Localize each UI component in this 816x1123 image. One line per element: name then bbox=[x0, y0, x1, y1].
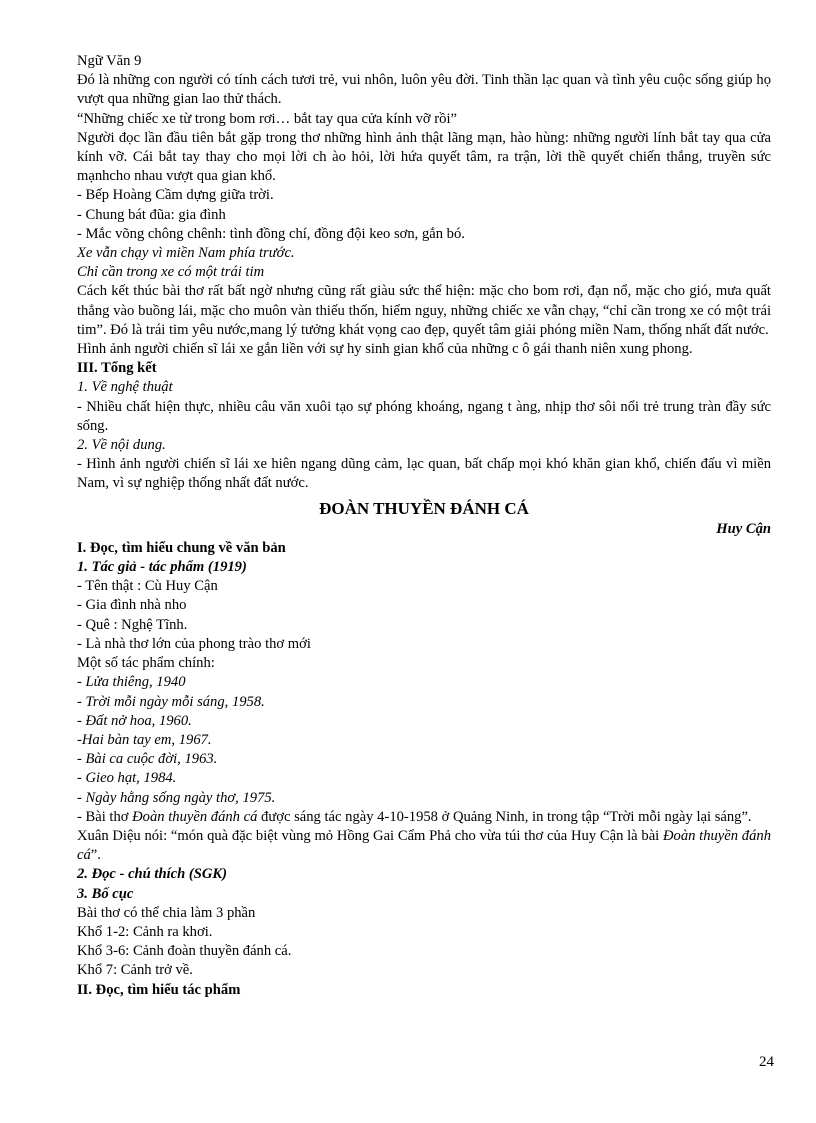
bullet-item: - Quê : Nghệ Tĩnh. bbox=[77, 616, 188, 633]
bullet-item: - Chung bát đũa: gia đình bbox=[77, 206, 226, 223]
page-header: Ngữ Văn 9 bbox=[77, 53, 142, 69]
subsection-heading: 2. Về nội dung. bbox=[77, 437, 166, 454]
paragraph: Người đọc lần đầu tiên bắt gặp trong thơ những hình ảnh thật lãng mạn, hào hùng: những người lính bắt tay qua cửa kính vỡ. Cái bắt tay thay cho mọi lời ch ào hỏi, lời hứa quyết tâm, ra trận, lời thề quyết chiến thắng, truyền sức mạnhcho nhau vượt qua gian khổ. bbox=[77, 129, 771, 185]
text-run: - Bài thơ bbox=[77, 808, 133, 825]
subsection-heading: 1. Tác giả - tác phẩm (1919) bbox=[77, 559, 247, 576]
text-run: Xuân Diệu nói: “món quà đặc biệt vùng mỏ Hồng Gai Cẩm Phả cho vừa túi thơ của Huy Cận là bài bbox=[77, 827, 663, 844]
poem-quote: “Những chiếc xe từ trong bom rơi… bắt tay qua cửa kính vỡ rồi” bbox=[77, 110, 457, 127]
subsection-heading: 2. Đọc - chú thích (SGK) bbox=[77, 866, 227, 883]
bullet-item: - Là nhà thơ lớn của phong trào thơ mới bbox=[77, 635, 311, 652]
bullet-item: - Tên thật : Cù Huy Cận bbox=[77, 578, 218, 595]
bullet-item: - Bếp Hoàng Cầm dựng giữa trời. bbox=[77, 187, 274, 204]
list-label: Một số tác phẩm chính: bbox=[77, 655, 215, 672]
work-item: - Lửa thiêng, 1940 bbox=[77, 674, 186, 691]
text-run: ”. bbox=[90, 847, 101, 864]
subsection-heading: 3. Bố cục bbox=[77, 885, 134, 902]
structure-item: Khổ 7: Cảnh trở về. bbox=[77, 962, 193, 979]
work-item: - Bài ca cuộc đời, 1963. bbox=[77, 751, 218, 768]
section-heading: I. Đọc, tìm hiểu chung về văn bản bbox=[77, 539, 286, 556]
paragraph: - Hình ảnh người chiến sĩ lái xe hiên ngang dũng cảm, lạc quan, bất chấp mọi khó khăn gian khổ, chiến đấu vì miền Nam, vì sự nghiệp thống nhất đất nước. bbox=[77, 456, 771, 492]
work-item: - Trời mỗi ngày mỗi sáng, 1958. bbox=[77, 693, 265, 710]
poem-name-ref: Đoàn thuyền đánh cá bbox=[77, 827, 771, 864]
text-run: được sáng tác ngày 4-10-1958 ở Quảng Ninh, in trong tập “Trời mỗi ngày lại sáng”. bbox=[257, 808, 752, 825]
work-item: -Hai bàn tay em, 1967. bbox=[77, 731, 212, 748]
section-heading: III. Tổng kết bbox=[77, 360, 157, 377]
paragraph: Bài thơ có thể chia làm 3 phần bbox=[77, 904, 256, 921]
bullet-item: - Gia đình nhà nho bbox=[77, 597, 187, 614]
paragraph bbox=[77, 808, 771, 827]
paragraph: - Nhiều chất hiện thực, nhiều câu văn xuôi tạo sự phóng khoáng, ngang t àng, nhịp thơ sôi nổi trẻ trung tràn đầy sức sống. bbox=[77, 398, 771, 434]
subsection-heading: 1. Về nghệ thuật bbox=[77, 379, 173, 396]
document-page bbox=[77, 52, 771, 1000]
section-heading: II. Đọc, tìm hiểu tác phẩm bbox=[77, 981, 241, 998]
paragraph: Hình ảnh người chiến sĩ lái xe gắn liền với sự hy sinh gian khổ của những c ô gái thanh niên xung phong. bbox=[77, 341, 693, 358]
structure-item: Khổ 3-6: Cảnh đoàn thuyền đánh cá. bbox=[77, 943, 292, 960]
poem-title: ĐOÀN THUYỀN ĐÁNH CÁ bbox=[319, 498, 529, 518]
paragraph: Cách kết thúc bài thơ rất bất ngờ nhưng cũng rất giàu sức thể hiện: mặc cho bom rơi, đạn nổ, mặc cho gió, mưa quất thẳng vào buồng lái, mặc cho muôn vàn thiếu thốn, hiểm nguy, những chiếc xe vẫn chạy, “chỉ cần trong xe có một trái tim”. Đó là trái tim yêu nước,mang lý tưởng khát vọng cao đẹp, quyết tâm giải phóng miền Nam, thống nhất đất nước. bbox=[77, 283, 771, 338]
work-item: - Ngày hằng sống ngày thơ, 1975. bbox=[77, 789, 276, 806]
paragraph bbox=[77, 827, 771, 865]
page-number: 24 bbox=[759, 1054, 774, 1070]
poem-author: Huy Cận bbox=[716, 520, 771, 537]
paragraph: Đó là những con người có tính cách tươi trẻ, vui nhôn, luôn yêu đời. Tinh thần lạc quan và tình yêu cuộc sống giúp họ vượt qua những gian lao thử thách. bbox=[77, 72, 771, 108]
work-item: - Đất nở hoa, 1960. bbox=[77, 712, 192, 729]
poem-name-ref: Đoàn thuyền đánh cá bbox=[132, 808, 258, 825]
bullet-item: - Mắc võng chông chênh: tình đồng chí, đồng đội keo sơn, gắn bó. bbox=[77, 225, 465, 242]
work-item: - Gieo hạt, 1984. bbox=[77, 770, 177, 787]
structure-item: Khổ 1-2: Cảnh ra khơi. bbox=[77, 923, 213, 940]
poem-verse: Xe vẫn chạy vì miền Nam phía trước. bbox=[77, 245, 295, 262]
poem-verse: Chỉ cần trong xe có một trái tim bbox=[77, 264, 265, 281]
